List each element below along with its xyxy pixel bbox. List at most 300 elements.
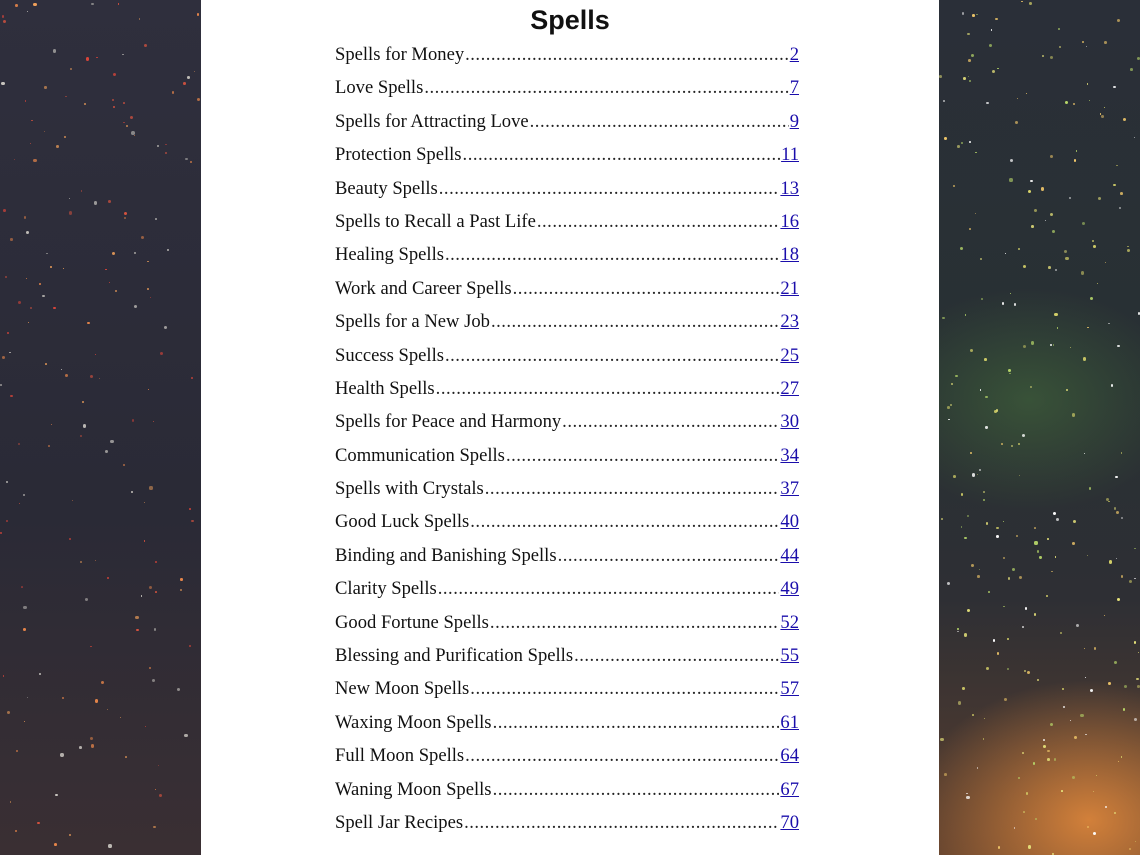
toc-entry-label: Blessing and Purification Spells <box>335 645 574 667</box>
star-dot <box>979 469 980 470</box>
star-dot <box>27 697 28 698</box>
star-dot <box>50 266 52 268</box>
star-dot <box>3 209 6 212</box>
toc-entry-label: Love Spells <box>335 77 424 99</box>
star-dot <box>0 532 1 533</box>
star-dot <box>1076 624 1079 627</box>
star-dot <box>1011 445 1013 447</box>
star-dot <box>110 440 113 443</box>
star-dot <box>1018 248 1020 250</box>
star-dot <box>969 80 971 82</box>
star-dot <box>1050 723 1053 726</box>
star-dot <box>62 697 64 699</box>
star-dot <box>972 473 975 476</box>
toc-entry-label: Waxing Moon Spells <box>335 711 492 733</box>
star-dot <box>1002 302 1004 304</box>
star-dot <box>1089 487 1092 490</box>
star-dot <box>983 738 984 739</box>
star-dot <box>96 57 98 59</box>
star-dot <box>1022 626 1024 628</box>
star-dot <box>1119 207 1121 209</box>
star-dot <box>1134 578 1135 579</box>
star-dot <box>961 526 963 528</box>
star-dot <box>1050 56 1053 59</box>
star-dot <box>0 384 2 386</box>
star-dot <box>1121 452 1122 453</box>
star-dot <box>1041 187 1044 190</box>
star-dot <box>1031 225 1034 228</box>
star-dot <box>1026 792 1029 795</box>
star-dot <box>1023 345 1026 348</box>
toc-page-link[interactable]: 49 <box>780 578 799 600</box>
star-dot <box>1134 137 1136 139</box>
toc-entry-label: Good Fortune Spells <box>335 611 489 633</box>
star-dot <box>1121 756 1122 757</box>
star-dot <box>85 598 88 601</box>
star-dot <box>1084 453 1085 454</box>
star-dot <box>1028 845 1031 848</box>
star-dot <box>1135 841 1137 843</box>
star-dot <box>967 515 969 517</box>
dot-leader <box>562 411 779 433</box>
star-dot <box>42 295 45 298</box>
star-dot <box>87 322 90 325</box>
star-dot <box>1063 706 1065 708</box>
star-dot <box>1029 2 1032 5</box>
star-dot <box>158 765 159 766</box>
dot-leader <box>530 111 789 133</box>
star-dot <box>10 395 12 397</box>
star-dot <box>962 687 965 690</box>
star-dot <box>14 159 15 160</box>
star-dot <box>90 375 93 378</box>
toc-entry <box>335 645 799 678</box>
star-dot <box>90 737 93 740</box>
star-dot <box>90 646 91 647</box>
star-dot <box>27 11 28 12</box>
star-dot <box>1022 752 1024 754</box>
star-dot <box>26 278 27 279</box>
star-dot <box>967 609 970 612</box>
star-dot <box>39 283 41 285</box>
star-dot <box>1061 790 1063 792</box>
star-dot <box>33 159 36 162</box>
toc-entry <box>335 745 799 778</box>
star-dot <box>1073 520 1076 523</box>
star-dot <box>1023 811 1025 813</box>
star-dot <box>1127 249 1130 252</box>
toc-page-link[interactable]: 70 <box>780 811 799 833</box>
star-dot <box>975 213 976 214</box>
star-dot <box>1023 265 1026 268</box>
star-dot <box>957 145 960 148</box>
star-dot <box>19 503 20 504</box>
star-dot <box>1018 777 1020 779</box>
star-dot <box>164 326 167 329</box>
star-dot <box>965 314 967 316</box>
star-dot <box>45 363 47 365</box>
star-dot <box>80 561 82 563</box>
star-dot <box>1030 180 1032 182</box>
star-dot <box>155 789 156 790</box>
star-dot <box>1116 558 1117 559</box>
star-dot <box>1037 550 1040 553</box>
star-dot <box>961 142 963 144</box>
star-dot <box>1001 443 1003 445</box>
star-dot <box>992 70 995 73</box>
star-dot <box>1093 245 1096 248</box>
star-dot <box>1054 758 1057 761</box>
document-page <box>201 0 939 855</box>
star-dot <box>994 410 997 413</box>
star-dot <box>1114 507 1117 510</box>
star-dot <box>131 491 133 493</box>
star-dot <box>149 586 152 589</box>
star-dot <box>1034 527 1036 529</box>
star-dot <box>1085 734 1086 735</box>
star-dot <box>191 520 194 523</box>
star-dot <box>3 20 7 24</box>
star-dot <box>964 537 967 540</box>
star-dot <box>1018 443 1021 446</box>
star-dot <box>139 18 141 20</box>
star-dot <box>1076 150 1078 152</box>
toc-page-link[interactable]: 7 <box>789 77 799 99</box>
star-dot <box>124 217 126 219</box>
toc-entry <box>335 411 799 444</box>
star-dot <box>159 794 163 798</box>
toc-page-link[interactable]: 16 <box>780 210 799 232</box>
star-dot <box>1123 708 1126 711</box>
toc-entry <box>335 478 799 511</box>
toc-page-link[interactable]: 64 <box>780 745 799 767</box>
toc-page-link[interactable]: 23 <box>780 311 799 333</box>
star-dot <box>993 639 996 642</box>
star-dot <box>1138 652 1139 653</box>
star-dot <box>1106 498 1109 501</box>
dot-leader <box>436 378 780 400</box>
star-dot <box>1072 776 1075 779</box>
star-dot <box>1057 327 1058 328</box>
star-dot <box>56 145 59 148</box>
star-dot <box>101 681 104 684</box>
star-dot <box>1104 615 1106 617</box>
star-dot <box>1104 107 1105 108</box>
star-dot <box>86 57 89 60</box>
star-dot <box>180 589 182 591</box>
star-dot <box>189 508 191 510</box>
star-dot <box>165 144 167 146</box>
star-dot <box>1108 501 1109 502</box>
star-dot <box>967 33 970 36</box>
star-dot <box>154 628 157 631</box>
dot-leader <box>574 645 779 667</box>
star-dot <box>105 450 108 453</box>
star-dot <box>123 464 125 466</box>
toc-entry-label: Work and Career Spells <box>335 277 512 299</box>
toc-page-link[interactable]: 30 <box>780 411 799 433</box>
star-dot <box>969 228 971 230</box>
toc-page-link[interactable]: 21 <box>780 277 799 299</box>
star-dot <box>1056 518 1059 521</box>
dot-leader <box>445 244 779 266</box>
star-dot <box>1136 678 1139 681</box>
toc-page-link[interactable]: 55 <box>780 645 799 667</box>
star-dot <box>1123 118 1126 121</box>
star-dot <box>1048 266 1051 269</box>
star-dot <box>1065 101 1068 104</box>
star-dot <box>152 679 155 682</box>
star-dot <box>1026 93 1027 94</box>
star-dot <box>95 699 98 702</box>
star-dot <box>1094 647 1096 649</box>
star-dot <box>1014 303 1016 305</box>
toc-entry <box>335 345 799 378</box>
star-dot <box>1003 606 1005 608</box>
star-dot <box>141 595 142 596</box>
star-dot <box>1046 595 1049 598</box>
star-dot <box>23 494 25 496</box>
star-dot <box>943 100 946 103</box>
dot-leader <box>490 612 779 634</box>
star-dot <box>82 401 84 403</box>
star-dot <box>1034 209 1037 212</box>
star-dot <box>172 91 174 93</box>
star-dot <box>962 12 964 14</box>
star-dot <box>1087 83 1089 85</box>
dot-leader <box>485 478 780 500</box>
toc-page-link[interactable]: 27 <box>780 377 799 399</box>
dot-leader <box>493 712 780 734</box>
dot-leader <box>506 445 779 467</box>
star-dot <box>189 645 191 647</box>
dot-leader <box>470 511 779 533</box>
star-dot <box>983 499 985 501</box>
star-dot <box>971 54 974 57</box>
star-dot <box>1073 103 1075 105</box>
star-dot <box>144 502 145 503</box>
star-dot <box>141 236 144 239</box>
star-dot <box>1072 542 1075 545</box>
toc-page-link[interactable]: 9 <box>789 110 799 132</box>
toc-page-link[interactable]: 11 <box>781 144 799 166</box>
star-dot <box>115 290 117 292</box>
star-dot <box>1047 758 1050 761</box>
star-dot <box>984 718 985 719</box>
star-dot <box>83 424 86 427</box>
star-dot <box>10 238 12 240</box>
toc-entry-label: Communication Spells <box>335 444 505 466</box>
toc-page-link[interactable]: 67 <box>780 778 799 800</box>
star-dot <box>957 628 959 630</box>
star-dot <box>39 673 42 676</box>
star-dot <box>135 616 138 619</box>
star-dot <box>1058 28 1060 30</box>
toc-entry <box>335 511 799 544</box>
star-dot <box>183 82 186 85</box>
toc-entry-label: Full Moon Spells <box>335 745 465 767</box>
star-dot <box>30 307 32 309</box>
star-dot <box>84 103 86 105</box>
toc-page-link[interactable]: 57 <box>780 678 799 700</box>
star-dot <box>1093 791 1094 792</box>
dot-leader <box>465 44 789 66</box>
star-dot <box>109 282 111 284</box>
star-dot <box>1116 511 1119 514</box>
toc-entry-label: Spells for Attracting Love <box>335 110 529 132</box>
star-dot <box>1134 718 1137 721</box>
star-dot <box>18 301 21 304</box>
star-dot <box>51 424 52 425</box>
toc-page-link[interactable]: 25 <box>780 344 799 366</box>
toc-entry-label: Clarity Spells <box>335 578 437 600</box>
star-dot <box>1108 682 1111 685</box>
star-dot <box>91 3 93 5</box>
star-dot <box>1053 512 1056 515</box>
star-dot <box>1093 832 1096 835</box>
star-dot <box>1113 86 1116 89</box>
star-dot <box>95 560 96 561</box>
star-dot <box>134 305 137 308</box>
star-dot <box>79 746 82 749</box>
star-dot <box>951 383 953 385</box>
star-dot <box>1066 389 1068 391</box>
star-dot <box>981 298 983 300</box>
star-dot <box>977 474 978 475</box>
star-dot <box>1016 535 1018 537</box>
star-dot <box>24 216 27 219</box>
dot-leader <box>513 278 780 300</box>
star-dot <box>991 29 992 30</box>
star-dot <box>65 96 66 97</box>
star-dot <box>33 3 36 6</box>
dot-leader <box>491 311 779 333</box>
star-dot <box>1134 548 1136 550</box>
star-dot <box>1 82 5 86</box>
toc-page-link[interactable]: 40 <box>780 511 799 533</box>
star-dot <box>44 86 46 88</box>
star-dot <box>1027 671 1030 674</box>
star-dot <box>118 3 120 5</box>
star-dot <box>144 44 147 47</box>
toc-page-link[interactable]: 37 <box>780 478 799 500</box>
star-dot <box>1108 323 1110 325</box>
toc-entry-label: Spells for a New Job <box>335 311 490 333</box>
toc-page-link[interactable]: 18 <box>780 244 799 266</box>
star-dot <box>1090 297 1093 300</box>
star-dot <box>10 801 11 802</box>
toc-page-link[interactable]: 61 <box>780 711 799 733</box>
toc-entry-label: Spells to Recall a Past Life <box>335 210 536 232</box>
star-dot <box>1100 113 1101 114</box>
star-dot <box>23 628 26 631</box>
toc-page-link[interactable]: 34 <box>780 444 799 466</box>
star-dot <box>44 131 45 132</box>
dot-leader <box>438 578 780 600</box>
star-dot <box>979 569 980 570</box>
toc-entry <box>335 545 799 578</box>
star-dot <box>1090 689 1093 692</box>
star-dot <box>113 106 115 108</box>
star-dot <box>1025 607 1028 610</box>
dot-leader <box>445 345 779 367</box>
star-dot <box>69 211 72 214</box>
star-dot <box>1129 580 1132 583</box>
star-dot <box>24 721 25 722</box>
star-dot <box>997 68 999 70</box>
star-dot <box>940 738 943 741</box>
star-dot <box>107 709 108 710</box>
toc-page-link[interactable]: 2 <box>789 44 799 65</box>
star-dot <box>1031 341 1034 344</box>
dot-leader <box>463 144 781 166</box>
star-dot <box>971 564 974 567</box>
toc-entry <box>335 445 799 478</box>
toc-page-link[interactable]: 52 <box>780 611 799 633</box>
star-dot <box>1050 155 1053 158</box>
star-dot <box>1105 262 1106 263</box>
toc-page-link[interactable]: 44 <box>780 544 799 566</box>
star-dot <box>1008 369 1011 372</box>
star-dot <box>947 406 950 409</box>
star-dot <box>155 218 157 220</box>
star-dot <box>1114 812 1116 814</box>
toc-entry-label: Good Luck Spells <box>335 511 470 533</box>
star-dot <box>1087 826 1089 828</box>
star-dot <box>1124 685 1127 688</box>
star-dot <box>1014 827 1015 828</box>
star-dot <box>1081 271 1084 274</box>
star-dot <box>1054 313 1057 316</box>
star-dot <box>6 520 9 523</box>
toc-entry <box>335 44 799 77</box>
star-dot <box>153 826 156 829</box>
star-dot <box>1055 269 1057 271</box>
star-dot <box>1074 159 1076 161</box>
star-dot <box>15 830 17 832</box>
toc-entry-label: Healing Spells <box>335 244 444 266</box>
page-title: Spells <box>530 5 610 35</box>
toc-entry <box>335 612 799 645</box>
star-dot <box>1105 806 1108 809</box>
star-dot <box>963 77 966 80</box>
star-dot <box>1012 568 1015 571</box>
toc-entry-label: Health Spells <box>335 377 435 399</box>
star-dot <box>70 68 72 70</box>
star-dot <box>970 349 973 352</box>
star-dot <box>953 475 956 478</box>
toc-entry <box>335 278 799 311</box>
star-dot <box>134 252 135 253</box>
star-dot <box>944 773 947 776</box>
star-dot <box>131 131 135 135</box>
toc-entry <box>335 812 799 845</box>
star-dot <box>1070 720 1071 721</box>
dot-leader <box>465 745 779 767</box>
star-dot <box>69 834 71 836</box>
star-dot <box>1060 632 1062 634</box>
star-dot <box>986 667 989 670</box>
toc-page-link[interactable]: 13 <box>780 177 799 199</box>
star-dot <box>1010 293 1012 295</box>
star-dot <box>1059 46 1061 48</box>
toc-entry-label: Spell Jar Recipes <box>335 811 464 833</box>
star-dot <box>998 846 1001 849</box>
star-dot <box>988 591 990 593</box>
star-dot <box>953 185 955 187</box>
star-dot <box>21 586 23 588</box>
dot-leader <box>493 779 780 801</box>
